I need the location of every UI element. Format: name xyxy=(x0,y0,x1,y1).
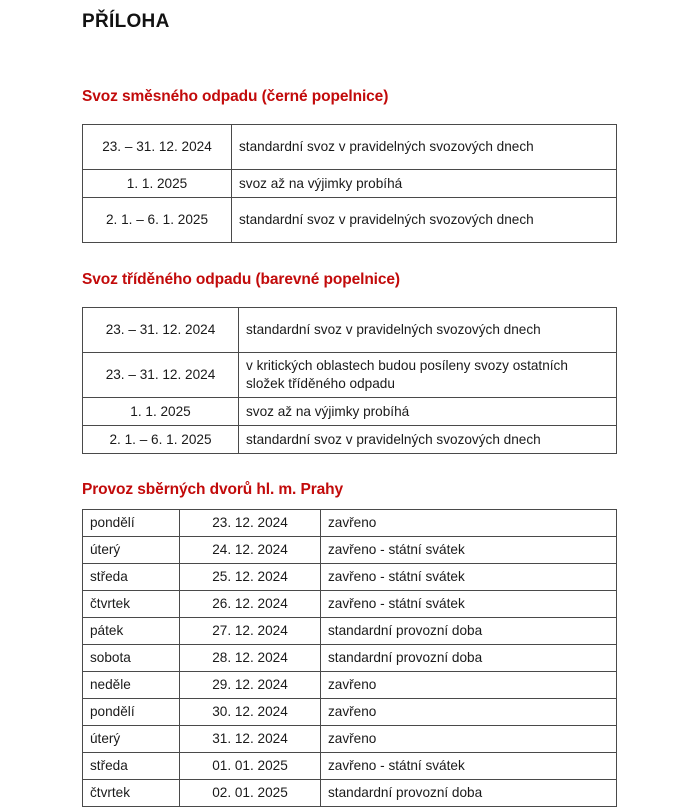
table-mixed-waste-collection xyxy=(82,124,617,243)
table-row xyxy=(83,618,617,645)
status-cell: zavřeno xyxy=(321,699,617,726)
table-row xyxy=(83,125,617,170)
weekday-cell: středa xyxy=(83,753,180,780)
table-row xyxy=(83,398,617,426)
weekday-cell: pondělí xyxy=(83,510,180,537)
weekday-cell: čtvrtek xyxy=(83,780,180,807)
status-cell: standardní provozní doba xyxy=(321,618,617,645)
date-cell: 24. 12. 2024 xyxy=(180,537,321,564)
date-cell: 28. 12. 2024 xyxy=(180,645,321,672)
page-title: PŘÍLOHA xyxy=(82,11,170,32)
table-sorted-waste-collection xyxy=(82,307,617,454)
section-heading-sorted-waste: Svoz tříděného odpadu (barevné popelnice) xyxy=(82,271,400,288)
table-row xyxy=(83,537,617,564)
date-cell: 25. 12. 2024 xyxy=(180,564,321,591)
table-row xyxy=(83,308,617,353)
weekday-cell: středa xyxy=(83,564,180,591)
date-cell: 31. 12. 2024 xyxy=(180,726,321,753)
weekday-cell: neděle xyxy=(83,672,180,699)
description-cell: standardní svoz v pravidelných svozových dnech xyxy=(239,308,617,353)
date-range-cell: 2. 1. – 6. 1. 2025 xyxy=(83,426,239,454)
section-heading-mixed-waste: Svoz směsného odpadu (černé popelnice) xyxy=(82,88,389,105)
status-cell: zavřeno - státní svátek xyxy=(321,537,617,564)
status-cell: zavřeno - státní svátek xyxy=(321,753,617,780)
table-row xyxy=(83,780,617,807)
date-cell: 02. 01. 2025 xyxy=(180,780,321,807)
status-cell: zavřeno xyxy=(321,672,617,699)
date-cell: 01. 01. 2025 xyxy=(180,753,321,780)
description-cell: v kritických oblastech budou posíleny svozy ostatních složek tříděného odpadu xyxy=(239,353,617,398)
section-heading-collection-yards: Provoz sběrných dvorů hl. m. Prahy xyxy=(82,481,344,498)
description-cell: svoz až na výjimky probíhá xyxy=(232,170,617,198)
table-row xyxy=(83,510,617,537)
table-row xyxy=(83,699,617,726)
weekday-cell: čtvrtek xyxy=(83,591,180,618)
table-row xyxy=(83,753,617,780)
description-cell: standardní svoz v pravidelných svozových dnech xyxy=(232,198,617,243)
description-cell: standardní svoz v pravidelných svozových dnech xyxy=(232,125,617,170)
table-row xyxy=(83,353,617,398)
table-row xyxy=(83,591,617,618)
status-cell: standardní provozní doba xyxy=(321,645,617,672)
status-cell: standardní provozní doba xyxy=(321,780,617,807)
date-cell: 26. 12. 2024 xyxy=(180,591,321,618)
weekday-cell: pátek xyxy=(83,618,180,645)
table-row xyxy=(83,426,617,454)
weekday-cell: pondělí xyxy=(83,699,180,726)
status-cell: zavřeno - státní svátek xyxy=(321,591,617,618)
status-cell: zavřeno xyxy=(321,726,617,753)
date-range-cell: 23. – 31. 12. 2024 xyxy=(83,125,232,170)
table-row xyxy=(83,726,617,753)
date-range-cell: 2. 1. – 6. 1. 2025 xyxy=(83,198,232,243)
weekday-cell: úterý xyxy=(83,537,180,564)
date-range-cell: 1. 1. 2025 xyxy=(83,398,239,426)
weekday-cell: úterý xyxy=(83,726,180,753)
date-cell: 30. 12. 2024 xyxy=(180,699,321,726)
table-collection-yards-schedule xyxy=(82,509,617,807)
date-cell: 27. 12. 2024 xyxy=(180,618,321,645)
table-row xyxy=(83,672,617,699)
table-row xyxy=(83,198,617,243)
description-cell: standardní svoz v pravidelných svozových dnech xyxy=(239,426,617,454)
weekday-cell: sobota xyxy=(83,645,180,672)
table-row xyxy=(83,645,617,672)
date-cell: 23. 12. 2024 xyxy=(180,510,321,537)
date-range-cell: 1. 1. 2025 xyxy=(83,170,232,198)
table-row xyxy=(83,170,617,198)
status-cell: zavřeno - státní svátek xyxy=(321,564,617,591)
date-range-cell: 23. – 31. 12. 2024 xyxy=(83,308,239,353)
status-cell: zavřeno xyxy=(321,510,617,537)
description-cell: svoz až na výjimky probíhá xyxy=(239,398,617,426)
date-range-cell: 23. – 31. 12. 2024 xyxy=(83,353,239,398)
table-row xyxy=(83,564,617,591)
date-cell: 29. 12. 2024 xyxy=(180,672,321,699)
